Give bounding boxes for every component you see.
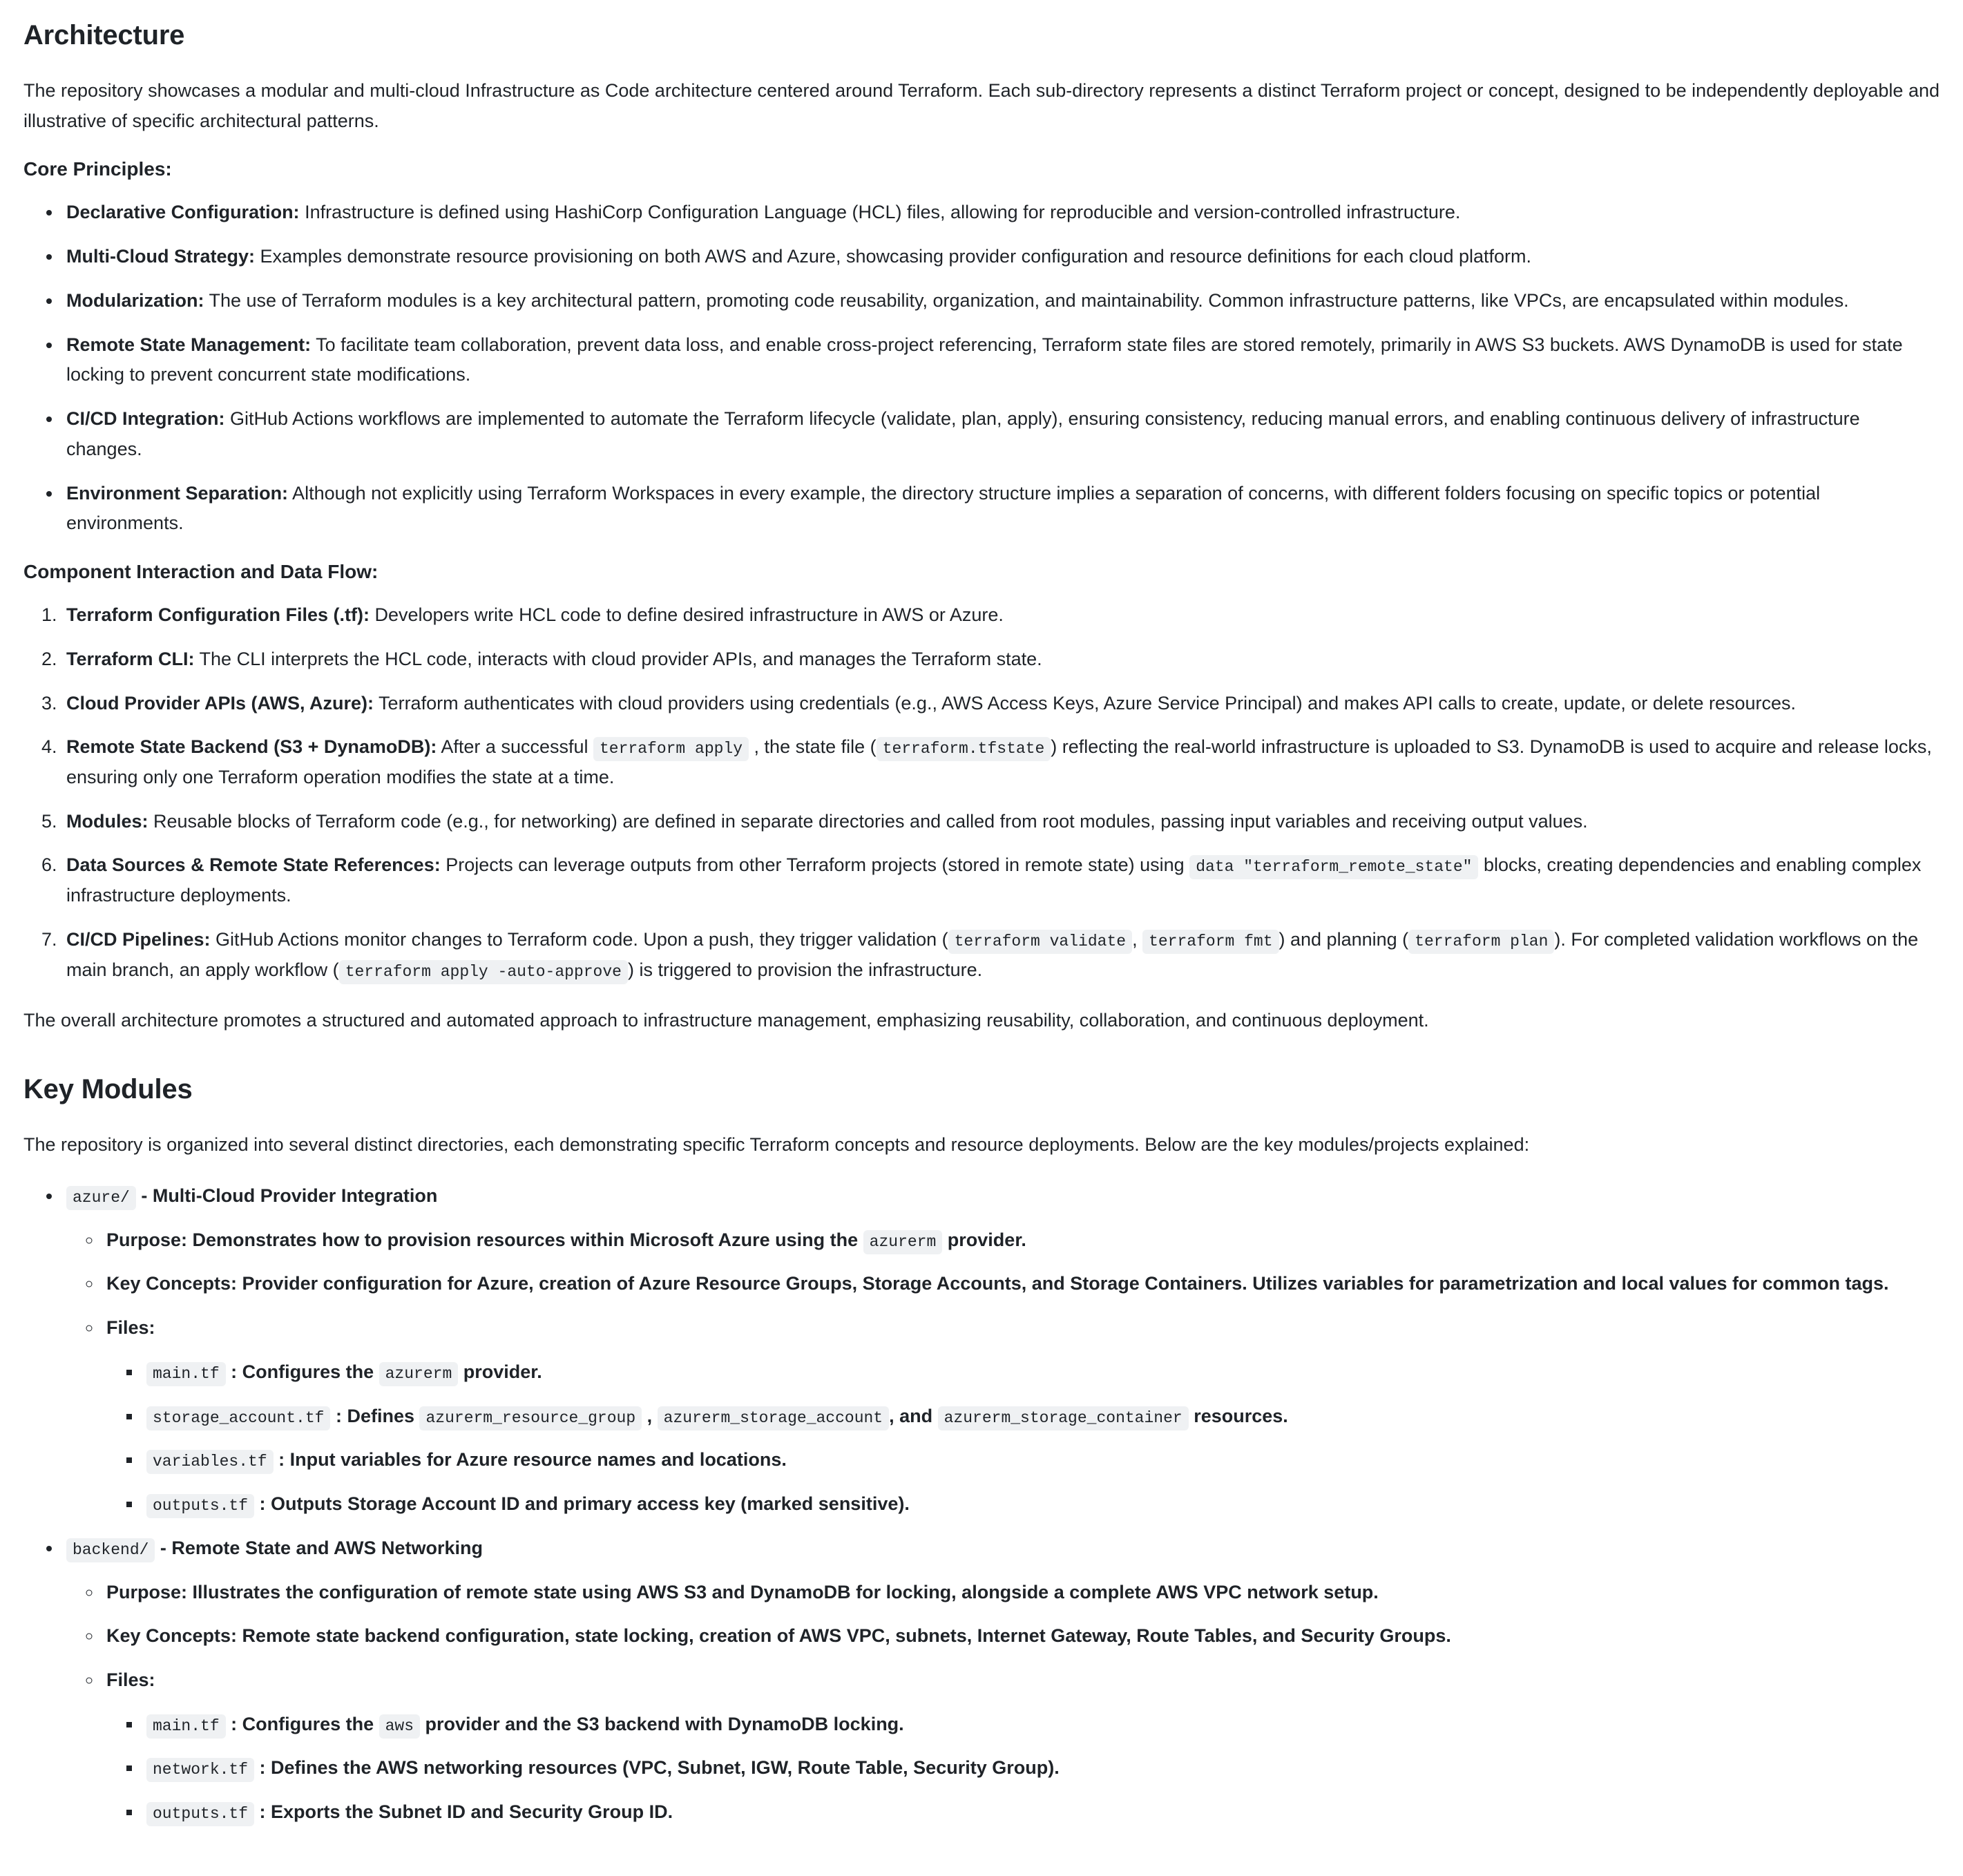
module-detail-item [102,1621,1940,1652]
data-flow-term: Terraform Configuration Files (.tf): [66,604,370,626]
core-principle-term: Environment Separation: [66,482,289,504]
module-detail-item [102,1225,1940,1256]
inline-code: outputs.tf [146,1494,254,1518]
core-principles-list [23,198,1940,539]
key-modules-list [23,1181,1940,1828]
data-flow-term: Terraform CLI: [66,648,195,669]
module-detail-term: Key Concepts: [106,1625,238,1647]
component-interaction-list [23,600,1940,985]
inline-code: azurerm_storage_account [658,1406,889,1430]
inline-code: aws [379,1714,420,1739]
module-file-item [142,1445,1940,1475]
module-detail-item [102,1578,1940,1608]
module-detail-item [102,1269,1940,1299]
inline-code: azurerm_storage_container [938,1406,1189,1430]
module-title: - Multi-Cloud Provider Integration [135,1185,438,1206]
module-file-item [142,1401,1940,1432]
text-run: Remote state backend configuration, state locking, creation of AWS VPC, subnets, Internet Gateway, Route Tables, and Security Groups. [237,1625,1451,1647]
text-run: provider. [942,1229,1026,1250]
module-item [62,1181,1940,1520]
inline-code: terraform plan [1408,930,1554,954]
text-run: : Outputs Storage Account ID and primary access key (marked sensitive). [254,1493,910,1515]
core-principle-description: To facilitate team collaboration, prevent data loss, and enable cross-project referencing, Terraform state files are stored remotely, primarily in AWS S3 buckets. AWS DynamoDB is used for state locking to prevent concurrent state modifications. [66,334,1903,385]
data-flow-item [62,644,1940,675]
core-principle-term: Modularization: [66,289,204,311]
text-run: , and [889,1405,938,1426]
text-run: , the state file ( [749,736,877,758]
module-title: - Remote State and AWS Networking [155,1537,483,1558]
text-run: The CLI interprets the HCL code, interacts with cloud provider APIs, and manages the Terraform state. [194,648,1042,669]
key-modules-intro-paragraph: The repository is organized into several distinct directories, each demonstrating specific Terraform concepts and resource deployments. Below are the key modules/projects explained: [23,1134,1530,1156]
text-run: : Input variables for Azure resource names and locations. [273,1449,787,1471]
module-detail-list [66,1578,1940,1828]
inline-code: terraform validate [948,930,1132,954]
module-file-item [142,1489,1940,1520]
inline-code: outputs.tf [146,1802,254,1826]
module-file-item [142,1753,1940,1783]
data-flow-item [62,689,1940,719]
text-run: Terraform authenticates with cloud providers using credentials (e.g., AWS Access Keys, Azure Service Principal) and makes API calls to create, update, or delete resources. [374,692,1797,714]
core-principle-description: The use of Terraform modules is a key architectural pattern, promoting code reusability, organization, and maintainability. Common infrastructure patterns, like VPCs, are encapsulated within modules. [204,289,1849,311]
text-run: : Configures the [225,1361,379,1382]
text-run: provider and the S3 backend with DynamoDB locking. [420,1713,904,1734]
core-principle-term: CI/CD Integration: [66,408,225,430]
core-principle-term: Remote State Management: [66,334,312,355]
module-directory-name: backend/ [66,1538,155,1562]
inline-code: terraform fmt [1142,930,1279,954]
module-detail-term: Key Concepts: [106,1273,238,1294]
text-run: : Defines [330,1405,420,1426]
text-run: ). For completed validation workflows on the main branch, an apply workflow ( [66,928,1919,980]
core-principle-term: Declarative Configuration: [66,202,300,223]
core-principle-description: Examples demonstrate resource provisioning on both AWS and Azure, showcasing provider configuration and resource definitions for each cloud platform. [254,246,1531,267]
data-flow-term: Remote State Backend (S3 + DynamoDB): [66,736,437,758]
core-principle-item [62,404,1940,464]
text-run: resources. [1188,1405,1288,1426]
text-run: : Defines the AWS networking resources (VPC, Subnet, IGW, Route Table, Security Group). [254,1757,1060,1779]
inline-code: azurerm_resource_group [419,1406,642,1430]
text-run: ) is triggered to provision the infrastructure. [627,959,983,980]
module-file-list [106,1710,1940,1828]
inline-code: variables.tf [146,1450,274,1474]
inline-code: main.tf [146,1362,226,1386]
inline-code: storage_account.tf [146,1406,330,1430]
architecture-intro-paragraph: The repository showcases a modular and multi-cloud Infrastructure as Code architecture centered around Terraform. Each sub-directory represents a distinct Terraform project or concept, designed to be independently deployable and illustrative of specific architectural patterns. [23,80,1940,131]
inline-code: terraform.tfstate [877,737,1051,761]
text-run: ) reflecting the real-world infrastructure is uploaded to S3. DynamoDB is used to acquire and release locks, ensuring only one Terraform operation modifies the state at a time. [66,736,1932,788]
text-run: Demonstrates how to provision resources within Microsoft Azure using the [187,1229,863,1250]
text-run: Projects can leverage outputs from other Terraform projects (stored in remote state) using [440,854,1190,876]
module-file-item [142,1797,1940,1828]
component-interaction-heading: Component Interaction and Data Flow: [23,561,379,583]
data-flow-term: CI/CD Pipelines: [66,928,211,950]
module-detail-item [102,1313,1940,1520]
text-run: provider. [458,1361,542,1382]
module-detail-list [66,1225,1940,1520]
inline-code: main.tf [146,1714,226,1739]
data-flow-item [62,732,1940,792]
text-run: , [1132,928,1143,950]
module-file-list [106,1357,1940,1520]
page-title-architecture: Architecture [23,20,185,50]
core-principle-item [62,242,1940,272]
text-run: Reusable blocks of Terraform code (e.g., for networking) are defined in separate directories and called from root modules, passing input variables and receiving output values. [148,810,1588,832]
data-flow-term: Data Sources & Remote State References: [66,854,441,876]
inline-code: azurerm [863,1230,943,1254]
data-flow-item [62,600,1940,631]
core-principle-description: GitHub Actions workflows are implemented to automate the Terraform lifecycle (validate, plan, apply), ensuring consistency, reducing manual errors, and enabling continuous delivery of infrastructure changes. [66,408,1860,459]
module-file-item [142,1357,1940,1388]
module-detail-item [102,1665,1940,1828]
module-detail-term: Purpose: [106,1581,188,1602]
core-principles-heading: Core Principles: [23,158,172,180]
page-title-key-modules: Key Modules [23,1074,193,1105]
inline-code: terraform apply -auto-approve [339,960,628,984]
inline-code: data "terraform_remote_state" [1189,855,1478,879]
text-run: : Configures the [225,1713,379,1734]
core-principle-item [62,330,1940,390]
text-run: GitHub Actions monitor changes to Terraform code. Upon a push, they trigger validation ( [210,928,948,950]
core-principle-item [62,286,1940,316]
core-principle-description: Although not explicitly using Terraform Workspaces in every example, the directory structure implies a separation of concerns, with different folders focusing on specific topics or potential environments. [66,482,1821,534]
inline-code: network.tf [146,1758,254,1782]
module-detail-term: Purpose: [106,1229,188,1250]
module-detail-term: Files: [106,1669,155,1690]
core-principle-term: Multi-Cloud Strategy: [66,246,255,267]
module-directory-name: azure/ [66,1186,136,1210]
core-principle-item [62,479,1940,539]
text-run: ) and planning ( [1279,928,1409,950]
text-run: Developers write HCL code to define desired infrastructure in AWS or Azure. [370,604,1004,626]
data-flow-term: Modules: [66,810,149,832]
core-principle-item [62,198,1940,228]
text-run: After a successful [437,736,593,758]
data-flow-item [62,807,1940,837]
text-run: : Exports the Subnet ID and Security Group ID. [254,1801,673,1823]
module-detail-term: Files: [106,1317,155,1339]
module-file-item [142,1710,1940,1740]
data-flow-item [62,850,1940,910]
data-flow-item [62,925,1940,985]
architecture-outro-paragraph: The overall architecture promotes a structured and automated approach to infrastructure management, emphasizing reusability, collaboration, and continuous deployment. [23,1010,1429,1031]
text-run: blocks, creating dependencies and enabling complex infrastructure deployments. [66,854,1922,906]
data-flow-term: Cloud Provider APIs (AWS, Azure): [66,692,374,714]
core-principle-description: Infrastructure is defined using HashiCorp Configuration Language (HCL) files, allowing for reproducible and version-controlled infrastructure. [299,202,1461,223]
text-run: Illustrates the configuration of remote state using AWS S3 and DynamoDB for locking, alongside a complete AWS VPC network setup. [187,1581,1379,1602]
text-run: , [642,1405,658,1426]
inline-code: azurerm [379,1362,459,1386]
module-item [62,1533,1940,1828]
inline-code: terraform apply [593,737,749,761]
text-run: Provider configuration for Azure, creation of Azure Resource Groups, Storage Accounts, and Storage Containers. Utilizes variables for parametrization and local values for common tags. [237,1273,1889,1294]
